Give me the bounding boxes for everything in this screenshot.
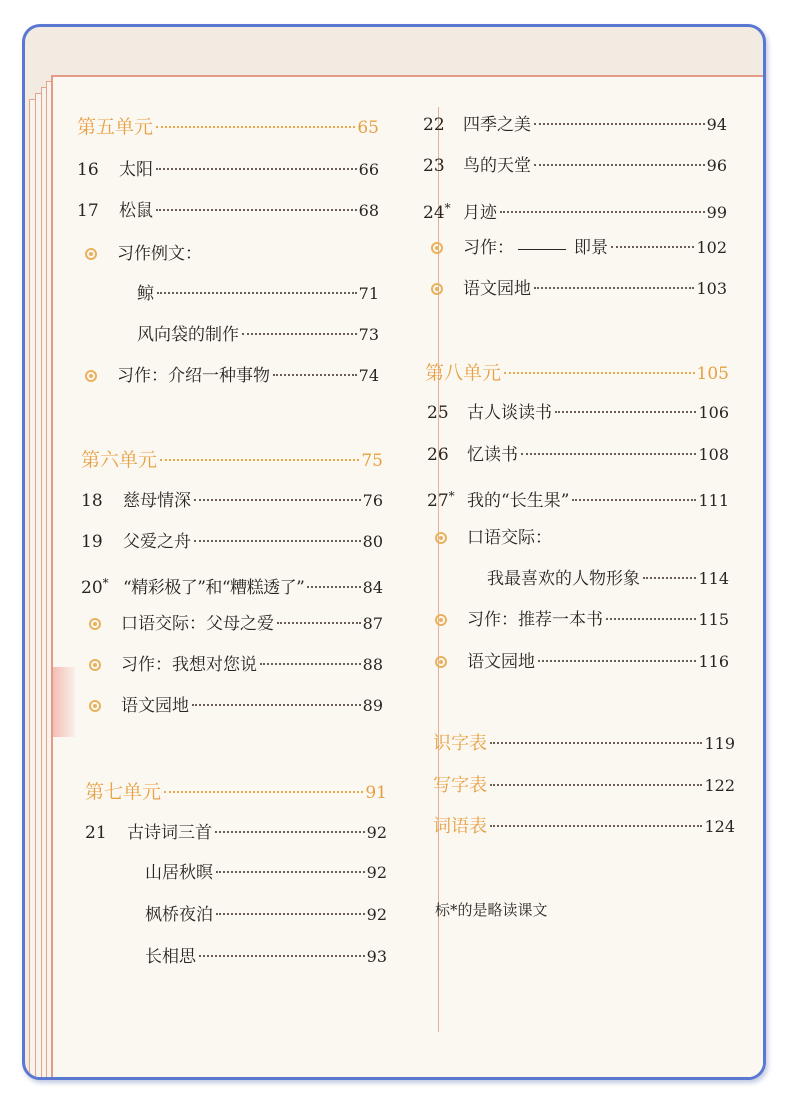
entry-title: 古诗词三首 (127, 823, 212, 843)
toc-entry-23[interactable] (423, 154, 727, 178)
entry-title: 我的“长生果” (467, 491, 570, 511)
toc-unit-7[interactable] (85, 780, 387, 805)
pink-margin-mark (53, 667, 75, 737)
page-frame (22, 24, 766, 1080)
lesson-number (427, 484, 467, 513)
lesson-number: 22 (423, 115, 445, 135)
toc-unit-8[interactable] (425, 361, 729, 386)
leader-dots (643, 577, 696, 579)
unit-title: 第六单元 (81, 449, 158, 471)
lesson-number: 25 (427, 403, 449, 423)
entry-page: 89 (362, 696, 383, 715)
toc-entry-chinese-garden-6[interactable] (89, 694, 383, 718)
entry-title: “精彩极了”和“糟糕透了” (123, 578, 305, 598)
toc-entry-writing-to-you[interactable] (89, 653, 383, 677)
leader-dots (164, 791, 363, 793)
entry-title-suffix: 即景 (574, 238, 608, 258)
entry-title: 慈母情深 (123, 491, 191, 511)
entry-page: 114 (698, 569, 729, 588)
toc-entry-24[interactable] (423, 196, 727, 225)
double-circle-bullet-icon (435, 614, 447, 626)
double-circle-bullet-icon (89, 618, 101, 630)
double-circle-bullet-icon (89, 659, 101, 671)
lesson-number: 16 (77, 160, 99, 180)
entry-title: 习作：我想对您说 (121, 655, 257, 675)
entry-title: 鸟的天堂 (463, 156, 531, 176)
unit-page: 91 (365, 783, 387, 803)
unit-page: 65 (357, 118, 379, 138)
entry-page: 99 (706, 203, 727, 222)
toc-entry-whale[interactable] (137, 282, 379, 306)
entry-title: 习作：介绍一种事物 (117, 366, 270, 386)
entry-title: 语文园地 (463, 279, 531, 299)
leader-dots (156, 209, 357, 211)
toc-entry-writing-introduce[interactable] (85, 364, 379, 388)
entry-title: 语文园地 (121, 696, 189, 716)
toc-unit-5[interactable] (77, 115, 379, 140)
entry-page: 84 (362, 578, 383, 597)
double-circle-bullet-icon (85, 248, 97, 260)
entry-title: 鲸 (137, 284, 154, 304)
toc-entry-18[interactable] (81, 489, 383, 513)
entry-title: 习作：推荐一本书 (467, 610, 603, 630)
lesson-number: 26 (427, 445, 449, 465)
double-circle-bullet-icon (431, 283, 443, 295)
entry-page: 106 (698, 403, 729, 422)
double-circle-bullet-icon (89, 700, 101, 712)
toc-entry-27[interactable] (427, 484, 729, 513)
entry-title: 长相思 (145, 947, 196, 967)
leader-dots (534, 287, 694, 289)
entry-page: 102 (696, 238, 727, 257)
leader-dots (534, 123, 705, 125)
toc-appendix-vocabulary-table[interactable] (433, 815, 735, 839)
skim-reading-star: * (102, 576, 109, 590)
leader-dots (538, 660, 696, 662)
entry-page: 96 (706, 156, 727, 175)
leader-dots (199, 955, 365, 957)
entry-page: 92 (366, 905, 387, 924)
leader-dots (156, 168, 357, 170)
leader-dots (216, 913, 365, 915)
entry-page: 108 (698, 445, 729, 464)
leader-dots (521, 453, 696, 455)
leader-dots (611, 246, 694, 248)
toc-entry-chinese-garden-8[interactable] (435, 650, 729, 674)
toc-appendix-literacy-table[interactable] (433, 732, 735, 756)
toc-entry-26[interactable] (427, 443, 729, 467)
entry-page: 71 (358, 284, 379, 303)
leader-dots (500, 211, 705, 213)
toc-entry-poem-1[interactable] (145, 861, 387, 885)
unit-title: 第八单元 (425, 362, 502, 384)
unit-page: 105 (696, 364, 729, 384)
double-circle-bullet-icon (435, 532, 447, 544)
toc-page (51, 75, 763, 1080)
entry-title: 松鼠 (119, 201, 153, 221)
toc-entry-20[interactable] (81, 571, 383, 600)
footnote: 标*的是略读课文 (435, 901, 548, 919)
toc-entry-writing-recommend[interactable] (435, 608, 729, 632)
toc-entry-21[interactable] (85, 821, 387, 845)
toc-entry-chinese-garden-7[interactable] (431, 277, 727, 301)
entry-page: 68 (358, 201, 379, 220)
skim-reading-star: * (444, 201, 451, 215)
entry-page: 94 (706, 115, 727, 134)
lesson-number: 18 (81, 491, 103, 511)
appendix-title: 词语表 (433, 816, 487, 837)
leader-dots (260, 663, 361, 665)
appendix-page: 119 (704, 734, 735, 753)
toc-entry-writing-scene[interactable] (431, 236, 727, 260)
leader-dots (490, 784, 702, 786)
entry-title: 语文园地 (467, 652, 535, 672)
lesson-number-value: 20 (81, 578, 103, 598)
lesson-number (81, 571, 123, 600)
entry-title: 月迹 (463, 203, 497, 223)
entry-title: 口语交际：父母之爱 (121, 614, 274, 634)
toc-entry-poem-2[interactable] (145, 903, 387, 927)
entry-page: 103 (696, 279, 727, 298)
leader-dots (156, 126, 355, 128)
entry-title: 枫桥夜泊 (145, 905, 213, 925)
entry-page: 92 (366, 863, 387, 882)
entry-page: 73 (358, 325, 379, 344)
leader-dots (216, 871, 365, 873)
appendix-title: 识字表 (433, 733, 487, 754)
leader-dots (504, 372, 695, 374)
entry-title: 习作例文： (117, 244, 202, 264)
entry-page: 76 (362, 491, 383, 510)
toc-entry-17[interactable] (77, 199, 379, 223)
entry-title: 忆读书 (467, 445, 518, 465)
entry-title: 四季之美 (463, 115, 531, 135)
lesson-number (423, 196, 463, 225)
toc-entry-16[interactable] (77, 158, 379, 182)
double-circle-bullet-icon (85, 370, 97, 382)
lesson-number-value: 24 (423, 203, 445, 223)
fill-in-blank (518, 249, 566, 250)
toc-entry-22[interactable] (423, 113, 727, 137)
entry-title: 太阳 (119, 160, 153, 180)
leader-dots (307, 586, 360, 588)
entry-title: 古人谈读书 (467, 403, 552, 423)
unit-page: 75 (361, 451, 383, 471)
toc-entry-windsock[interactable] (137, 323, 379, 347)
lesson-number: 21 (85, 823, 107, 843)
leader-dots (490, 825, 702, 827)
appendix-page: 124 (704, 817, 735, 836)
entry-title: 口语交际： (467, 528, 552, 548)
entry-title-prefix: 习作： (463, 238, 514, 258)
entry-page: 116 (698, 652, 729, 671)
leader-dots (490, 742, 702, 744)
leader-dots (192, 704, 361, 706)
entry-page: 74 (358, 366, 379, 385)
appendix-page: 122 (704, 776, 735, 795)
leader-dots (277, 622, 361, 624)
entry-page: 92 (366, 823, 387, 842)
leader-dots (157, 292, 357, 294)
unit-title: 第七单元 (85, 781, 162, 803)
lesson-number: 19 (81, 532, 103, 552)
lesson-number: 17 (77, 201, 99, 221)
lesson-number-value: 27 (427, 491, 449, 511)
toc-appendix-writing-table[interactable] (433, 774, 735, 798)
leader-dots (555, 411, 696, 413)
toc-entry-19[interactable] (81, 530, 383, 554)
leader-dots (273, 374, 357, 376)
leader-dots (215, 831, 365, 833)
appendix-title: 写字表 (433, 775, 487, 796)
toc-entry-poem-3[interactable] (145, 945, 387, 969)
entry-page: 87 (362, 614, 383, 633)
entry-page: 88 (362, 655, 383, 674)
leader-dots (606, 618, 696, 620)
toc-entry-25[interactable] (427, 401, 729, 425)
lesson-number: 23 (423, 156, 445, 176)
entry-title: 山居秋暝 (145, 863, 213, 883)
skim-reading-star: * (448, 489, 455, 503)
toc-entry-example-essays[interactable] (85, 242, 379, 266)
entry-page: 93 (366, 947, 387, 966)
toc-unit-6[interactable] (81, 448, 383, 473)
entry-page: 80 (362, 532, 383, 551)
entry-title: 我最喜欢的人物形象 (487, 569, 640, 589)
toc-entry-oral-parents[interactable] (89, 612, 383, 636)
entry-title: 风向袋的制作 (137, 325, 239, 345)
leader-dots (572, 499, 696, 501)
toc-entry-favorite-character[interactable] (487, 567, 729, 591)
toc-entry-oral-communication[interactable] (435, 526, 729, 550)
unit-title: 第五单元 (77, 116, 154, 138)
entry-page: 111 (698, 491, 729, 510)
entry-page: 66 (358, 160, 379, 179)
entry-page: 115 (698, 610, 729, 629)
double-circle-bullet-icon (435, 656, 447, 668)
double-circle-bullet-icon (431, 242, 443, 254)
leader-dots (160, 459, 359, 461)
leader-dots (534, 164, 705, 166)
entry-title: 父爱之舟 (123, 532, 191, 552)
leader-dots (242, 333, 357, 335)
leader-dots (194, 499, 361, 501)
leader-dots (194, 540, 361, 542)
